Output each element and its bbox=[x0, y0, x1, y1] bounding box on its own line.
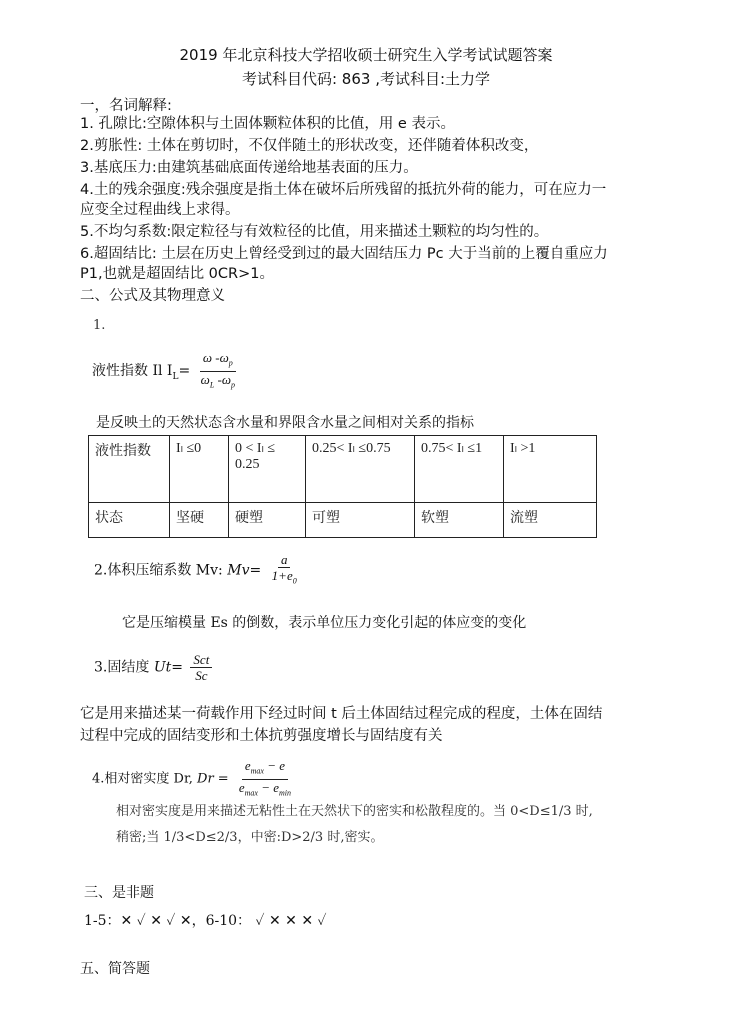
table-cell: 可塑 bbox=[306, 503, 415, 538]
fraction bbox=[198, 350, 238, 392]
section3-heading: 三、是非题 bbox=[84, 885, 154, 901]
formula-2-description: 它是压缩模量 Es 的倒数，表示单位压力变化引起的体应变的变化 bbox=[122, 615, 527, 631]
term-item: 5.不均匀系数:限定粒径与有效粒径的比值，用来描述土颗粒的均匀性的。 bbox=[80, 224, 549, 240]
section1-heading: 一，名词解释: bbox=[80, 98, 172, 114]
numerator bbox=[242, 758, 288, 780]
fraction bbox=[269, 552, 300, 589]
formula-compressibility bbox=[94, 552, 300, 589]
denominator bbox=[198, 372, 238, 393]
formula-label: 4.相对密实度 Dr, bbox=[92, 771, 193, 787]
table-cell: 软塑 bbox=[415, 503, 504, 538]
term-item: 3.基底压力:由建筑基础底面传递给地基表面的压力。 bbox=[80, 160, 418, 176]
table-row bbox=[89, 503, 597, 538]
term-item: 6.超固结比: 土层在历史上曾经受到过的最大固结压力 Pc 大于当前的上覆自重应力 bbox=[80, 246, 608, 262]
formula-lhs: Ut= bbox=[153, 659, 183, 676]
formula-label: 液性指数 Il I bbox=[92, 363, 173, 380]
equals-sign: = bbox=[178, 363, 191, 380]
denominator bbox=[269, 568, 300, 589]
document-title: 2019 年北京科技大学招收硕士研究生入学考试试题答案 bbox=[179, 46, 553, 64]
formula-lhs: Mv= bbox=[227, 562, 262, 579]
num-text: e bbox=[244, 758, 251, 773]
table-cell: 液性指数 bbox=[89, 436, 170, 503]
fraction bbox=[190, 652, 212, 683]
table-cell: Iₗ ≤0 bbox=[170, 436, 229, 503]
formula-label: 3.固结度 bbox=[94, 659, 150, 676]
formula-relative-density bbox=[92, 758, 294, 800]
subscript: L bbox=[172, 371, 179, 382]
subscript: max bbox=[250, 766, 264, 776]
subscript: max bbox=[244, 788, 258, 798]
term-item: 1. 孔隙比:空隙体积与土固体颗粒体积的比值，用 e 表示。 bbox=[80, 116, 455, 132]
term-item: 应变全过程曲线上求得。 bbox=[80, 202, 240, 218]
liquidity-index-table bbox=[88, 435, 597, 538]
table-cell: 0.25< Iₗ ≤0.75 bbox=[306, 436, 415, 503]
denominator bbox=[236, 780, 294, 801]
document-subtitle: 考试科目代码: 863 ,考试科目:土力学 bbox=[241, 70, 491, 88]
subscript: min bbox=[279, 788, 291, 798]
section5-heading: 五、简答题 bbox=[80, 961, 150, 977]
table-cell: 流塑 bbox=[504, 503, 597, 538]
formula-consolidation bbox=[94, 652, 212, 683]
table-row bbox=[89, 436, 597, 503]
formula-lhs: Dr = bbox=[197, 771, 229, 787]
table-cell: 状态 bbox=[89, 503, 170, 538]
formula-3-description: 它是用来描述某一荷载作用下经过时间 t 后土体固结过程完成的程度，土体在固结 bbox=[80, 706, 603, 722]
formula-3-description: 过程中完成的固结变形和土体抗剪强度增长与固结度有关 bbox=[80, 728, 443, 744]
formula-4-description: 稍密;当 1/3<D≤2/3，中密:D>2/3 时,密实。 bbox=[116, 830, 384, 845]
den-text: -ω bbox=[214, 371, 232, 387]
formula-1-description: 是反映土的天然状态含水量和界限含水量之间相对关系的指标 bbox=[96, 415, 474, 431]
formula-4-description: 相对密实度是用来描述无粘性土在天然状下的密实和松散程度的。当 0<D≤1/3 时, bbox=[116, 804, 593, 819]
formula-liquidity-index bbox=[92, 350, 238, 392]
denominator: Sc bbox=[195, 668, 208, 683]
den-text: ω bbox=[200, 371, 210, 387]
subscript: p bbox=[231, 380, 236, 390]
subscript: p bbox=[228, 358, 233, 368]
den-text: e bbox=[238, 779, 245, 795]
term-item: P1,也就是超固结比 0CR>1。 bbox=[80, 266, 274, 282]
den-text: − e bbox=[257, 779, 279, 795]
num-text: − e bbox=[263, 758, 285, 773]
table-cell: 硬塑 bbox=[229, 503, 306, 538]
numerator bbox=[200, 350, 236, 372]
term-item: 4.土的残余强度:残余强度是指土体在破坏后所残留的抵抗外荷的能力，可在应力一 bbox=[80, 182, 607, 198]
subscript: L bbox=[209, 380, 215, 390]
term-item: 2.剪胀性: 土体在剪切时，不仅伴随土的形状改变，还伴随着体积改变， bbox=[80, 138, 539, 154]
fraction bbox=[236, 758, 294, 800]
table-cell: 0.75< Iₗ ≤1 bbox=[415, 436, 504, 503]
table-cell: 0 < Iₗ ≤ 0.25 bbox=[229, 436, 306, 503]
formula-1-number: 1. bbox=[93, 318, 106, 333]
subscript: 0 bbox=[292, 576, 297, 586]
numerator: a bbox=[278, 552, 291, 568]
numerator: Sct bbox=[190, 652, 212, 668]
num-text: ω -ω bbox=[202, 350, 229, 365]
table-cell: Iₗ >1 bbox=[504, 436, 597, 503]
table-cell: 坚硬 bbox=[170, 503, 229, 538]
formula-label: 2.体积压缩系数 Mv: bbox=[94, 562, 223, 579]
section2-heading: 二、公式及其物理意义 bbox=[80, 288, 225, 304]
true-false-answers: 1-5：✕ ✓ ✕ ✓ ✕，6-10： ✓ ✕ ✕ ✕ ✓ bbox=[84, 913, 327, 929]
den-text: 1+e bbox=[271, 568, 293, 583]
